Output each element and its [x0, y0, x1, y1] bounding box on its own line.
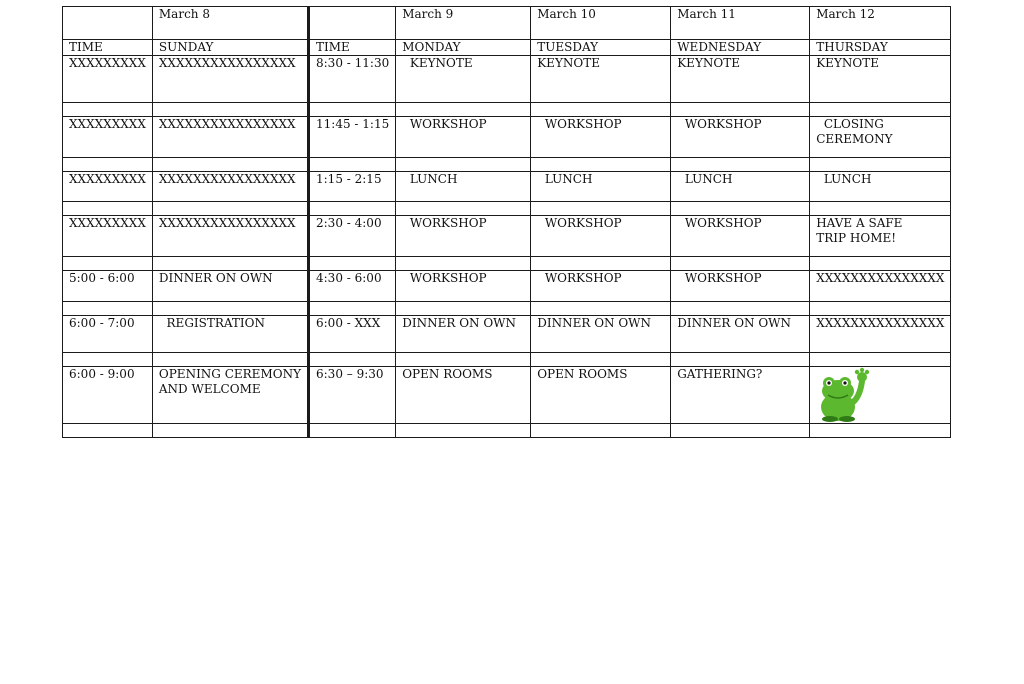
- cell-monday: WORKSHOP: [396, 117, 531, 158]
- cell-sunday: DINNER ON OWN: [152, 271, 308, 302]
- spacer-cell: [152, 103, 308, 117]
- cell-tuesday: KEYNOTE: [531, 56, 671, 103]
- spacer-cell: [810, 103, 951, 117]
- spacer-row: [63, 158, 951, 172]
- cell-mon-time: 11:45 - 1:15: [309, 117, 396, 158]
- spacer-cell: [671, 302, 810, 316]
- cell-thursday: LUNCH: [810, 172, 951, 202]
- cell-mon-time: 6:00 - XXX: [309, 316, 396, 353]
- cell-thursday: XXXXXXXXXXXXXXX: [810, 271, 951, 302]
- date-header-wednesday: March 11: [671, 7, 810, 40]
- cell-thursday: [810, 367, 951, 424]
- cell-wednesday: WORKSHOP: [671, 271, 810, 302]
- spacer-cell: [810, 257, 951, 271]
- spacer-cell: [396, 202, 531, 216]
- spacer-cell: [63, 158, 153, 172]
- date-header-sunday: March 8: [152, 7, 308, 40]
- cell-sunday: REGISTRATION: [152, 316, 308, 353]
- spacer-cell: [152, 158, 308, 172]
- waving-frog-icon: [816, 367, 876, 423]
- date-header-row: [63, 7, 951, 40]
- cell-sunday: XXXXXXXXXXXXXXXX: [152, 117, 308, 158]
- spacer-cell: [531, 302, 671, 316]
- cell-thursday: XXXXXXXXXXXXXXX: [810, 316, 951, 353]
- spacer-cell: [309, 158, 396, 172]
- spacer-cell: [309, 424, 396, 438]
- cell-monday: WORKSHOP: [396, 271, 531, 302]
- cell-mon-time: 8:30 - 11:30: [309, 56, 396, 103]
- spacer-cell: [531, 103, 671, 117]
- date-header-tuesday: March 10: [531, 7, 671, 40]
- cell-monday: DINNER ON OWN: [396, 316, 531, 353]
- spacer-cell: [531, 202, 671, 216]
- day-header-sunday: SUNDAY: [152, 40, 308, 56]
- spacer-cell: [671, 353, 810, 367]
- cell-sun-time: XXXXXXXXX: [63, 216, 153, 257]
- spacer-cell: [396, 158, 531, 172]
- spacer-row: [63, 103, 951, 117]
- cell-wednesday: WORKSHOP: [671, 117, 810, 158]
- spacer-cell: [63, 257, 153, 271]
- spacer-cell: [531, 424, 671, 438]
- spacer-cell: [531, 353, 671, 367]
- spacer-cell: [810, 424, 951, 438]
- spacer-cell: [396, 424, 531, 438]
- cell-wednesday: WORKSHOP: [671, 216, 810, 257]
- day-header-sun-time: TIME: [63, 40, 153, 56]
- spacer-cell: [810, 353, 951, 367]
- spacer-cell: [309, 202, 396, 216]
- cell-thursday: HAVE A SAFE TRIP HOME!: [810, 216, 951, 257]
- schedule-row: [63, 117, 951, 158]
- spacer-cell: [309, 257, 396, 271]
- spacer-cell: [671, 158, 810, 172]
- cell-wednesday: GATHERING?: [671, 367, 810, 424]
- cell-sun-time: 6:00 - 9:00: [63, 367, 153, 424]
- spacer-cell: [810, 302, 951, 316]
- cell-monday: WORKSHOP: [396, 216, 531, 257]
- day-header-tuesday: TUESDAY: [531, 40, 671, 56]
- cell-tuesday: WORKSHOP: [531, 216, 671, 257]
- schedule-table: [62, 6, 951, 438]
- cell-tuesday: DINNER ON OWN: [531, 316, 671, 353]
- spacer-row: [63, 257, 951, 271]
- date-header-mon-time: [309, 7, 396, 40]
- spacer-row: [63, 302, 951, 316]
- spacer-cell: [63, 202, 153, 216]
- date-header-sun-time: [63, 7, 153, 40]
- spacer-cell: [531, 257, 671, 271]
- cell-mon-time: 2:30 - 4:00: [309, 216, 396, 257]
- spacer-cell: [152, 353, 308, 367]
- cell-tuesday: WORKSHOP: [531, 117, 671, 158]
- cell-monday: OPEN ROOMS: [396, 367, 531, 424]
- cell-mon-time: 4:30 - 6:00: [309, 271, 396, 302]
- cell-sun-time: XXXXXXXXX: [63, 117, 153, 158]
- spacer-cell: [63, 302, 153, 316]
- spacer-cell: [152, 257, 308, 271]
- spacer-cell: [63, 353, 153, 367]
- spacer-cell: [671, 257, 810, 271]
- cell-tuesday: OPEN ROOMS: [531, 367, 671, 424]
- cell-wednesday: LUNCH: [671, 172, 810, 202]
- schedule-row: [63, 316, 951, 353]
- schedule-row: [63, 271, 951, 302]
- cell-sunday: XXXXXXXXXXXXXXXX: [152, 56, 308, 103]
- spacer-cell: [531, 158, 671, 172]
- cell-wednesday: DINNER ON OWN: [671, 316, 810, 353]
- spacer-cell: [309, 302, 396, 316]
- schedule-row: [63, 56, 951, 103]
- spacer-cell: [396, 353, 531, 367]
- spacer-cell: [309, 103, 396, 117]
- cell-thursday: KEYNOTE: [810, 56, 951, 103]
- spacer-cell: [152, 202, 308, 216]
- spacer-cell: [810, 158, 951, 172]
- day-header-monday: MONDAY: [396, 40, 531, 56]
- day-header-wednesday: WEDNESDAY: [671, 40, 810, 56]
- day-header-row: [63, 40, 951, 56]
- spacer-cell: [396, 302, 531, 316]
- schedule-row: [63, 172, 951, 202]
- spacer-cell: [810, 202, 951, 216]
- cell-thursday: CLOSING CEREMONY: [810, 117, 951, 158]
- spacer-cell: [63, 424, 153, 438]
- cell-sunday: OPENING CEREMONY AND WELCOME: [152, 367, 308, 424]
- spacer-cell: [671, 103, 810, 117]
- cell-sun-time: XXXXXXXXX: [63, 56, 153, 103]
- spacer-cell: [152, 302, 308, 316]
- cell-monday: LUNCH: [396, 172, 531, 202]
- spacer-row: [63, 202, 951, 216]
- spacer-row: [63, 353, 951, 367]
- day-header-mon-time: TIME: [309, 40, 396, 56]
- cell-tuesday: WORKSHOP: [531, 271, 671, 302]
- spacer-cell: [671, 202, 810, 216]
- spacer-cell: [396, 257, 531, 271]
- spacer-cell: [63, 103, 153, 117]
- cell-sun-time: 5:00 - 6:00: [63, 271, 153, 302]
- spacer-cell: [152, 424, 308, 438]
- cell-tuesday: LUNCH: [531, 172, 671, 202]
- schedule-row: [63, 216, 951, 257]
- cell-wednesday: KEYNOTE: [671, 56, 810, 103]
- date-header-thursday: March 12: [810, 7, 951, 40]
- spacer-row: [63, 424, 951, 438]
- cell-mon-time: 6:30 – 9:30: [309, 367, 396, 424]
- date-header-monday: March 9: [396, 7, 531, 40]
- spacer-cell: [309, 353, 396, 367]
- cell-monday: KEYNOTE: [396, 56, 531, 103]
- cell-mon-time: 1:15 - 2:15: [309, 172, 396, 202]
- cell-sun-time: XXXXXXXXX: [63, 172, 153, 202]
- schedule-row: [63, 367, 951, 424]
- spacer-cell: [671, 424, 810, 438]
- spacer-cell: [396, 103, 531, 117]
- cell-sunday: XXXXXXXXXXXXXXXX: [152, 172, 308, 202]
- cell-sunday: XXXXXXXXXXXXXXXX: [152, 216, 308, 257]
- cell-sun-time: 6:00 - 7:00: [63, 316, 153, 353]
- day-header-thursday: THURSDAY: [810, 40, 951, 56]
